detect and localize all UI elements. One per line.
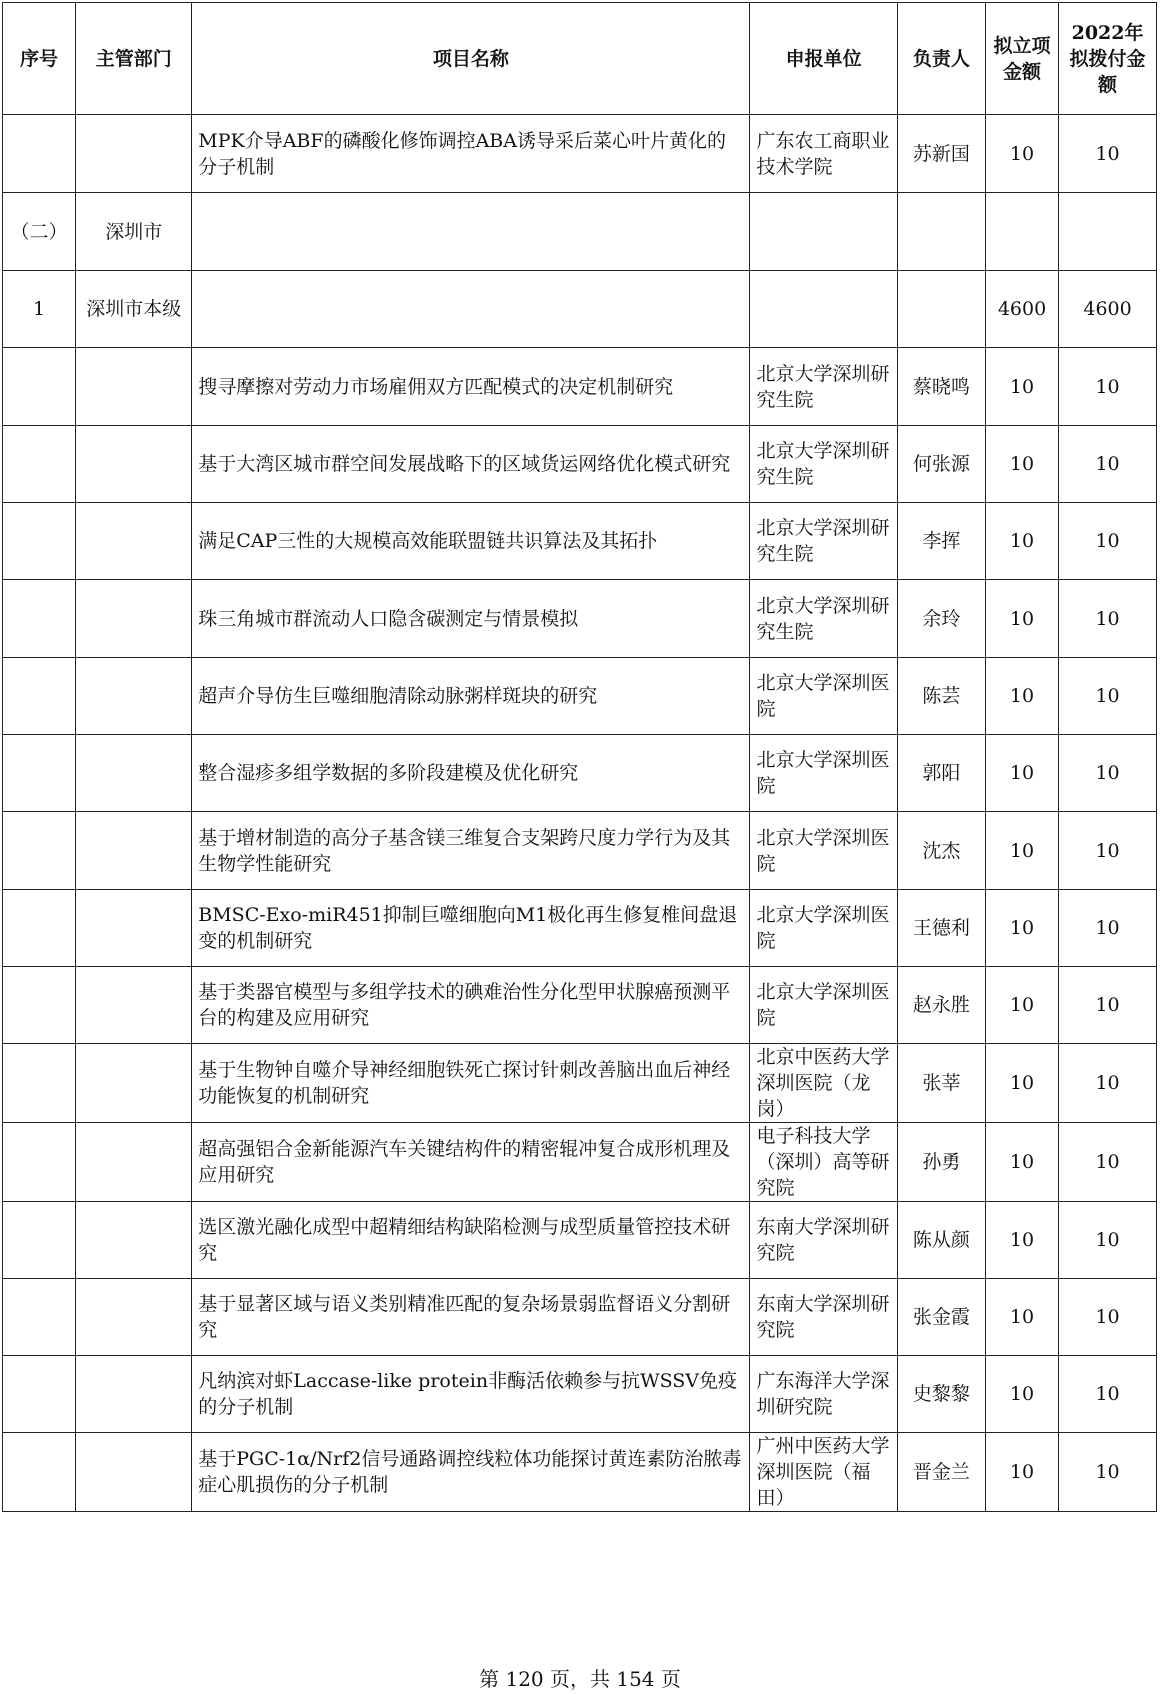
cell-leader: 余玲	[897, 580, 985, 658]
cell-index: （二）	[3, 193, 76, 271]
cell-project: 珠三角城市群流动人口隐含碳测定与情景模拟	[192, 580, 750, 658]
table-row	[3, 1433, 1157, 1512]
cell-unit: 北京大学深圳医院	[750, 890, 897, 967]
cell-leader: 张金霞	[897, 1279, 985, 1356]
cell-amount: 10	[985, 890, 1058, 967]
cell-unit: 电子科技大学（深圳）高等研究院	[750, 1123, 897, 1202]
cell-unit: 北京大学深圳研究生院	[750, 580, 897, 658]
cell-pay: 10	[1059, 735, 1157, 812]
col-header-amount: 拟立项金额	[985, 3, 1058, 115]
cell-leader: 张莘	[897, 1044, 985, 1123]
table-row	[3, 271, 1157, 348]
table-row	[3, 658, 1157, 735]
cell-project: 超高强铝合金新能源汽车关键结构件的精密辊冲复合成形机理及应用研究	[192, 1123, 750, 1202]
table-row	[3, 1279, 1157, 1356]
cell-leader: 李挥	[897, 503, 985, 580]
cell-index: 1	[3, 271, 76, 348]
cell-dept	[76, 348, 192, 426]
cell-index	[3, 890, 76, 967]
cell-dept	[76, 735, 192, 812]
cell-project: 基于PGC-1α/Nrf2信号通路调控线粒体功能探讨黄连素防治脓毒症心肌损伤的分子机制	[192, 1433, 750, 1512]
cell-dept: 深圳市	[76, 193, 192, 271]
table-row	[3, 503, 1157, 580]
cell-pay: 10	[1059, 1433, 1157, 1512]
cell-unit: 广东海洋大学深圳研究院	[750, 1356, 897, 1433]
cell-dept	[76, 967, 192, 1044]
cell-leader: 孙勇	[897, 1123, 985, 1202]
cell-pay: 10	[1059, 1202, 1157, 1279]
table-row	[3, 967, 1157, 1044]
cell-amount: 10	[985, 426, 1058, 503]
cell-dept	[76, 1123, 192, 1202]
cell-dept	[76, 1279, 192, 1356]
cell-pay: 10	[1059, 890, 1157, 967]
cell-index	[3, 812, 76, 890]
cell-leader: 陈芸	[897, 658, 985, 735]
cell-dept	[76, 1356, 192, 1433]
cell-project: 基于类器官模型与多组学技术的碘难治性分化型甲状腺癌预测平台的构建及应用研究	[192, 967, 750, 1044]
cell-project	[192, 271, 750, 348]
table-row	[3, 735, 1157, 812]
cell-index	[3, 115, 76, 193]
cell-index	[3, 1044, 76, 1123]
cell-index	[3, 503, 76, 580]
cell-leader: 何张源	[897, 426, 985, 503]
cell-amount: 10	[985, 115, 1058, 193]
cell-dept	[76, 115, 192, 193]
cell-leader: 苏新国	[897, 115, 985, 193]
cell-index	[3, 735, 76, 812]
cell-amount: 10	[985, 580, 1058, 658]
cell-pay: 4600	[1059, 271, 1157, 348]
header-row	[3, 3, 1157, 115]
cell-index	[3, 967, 76, 1044]
cell-leader	[897, 193, 985, 271]
cell-amount: 10	[985, 967, 1058, 1044]
cell-unit	[750, 193, 897, 271]
cell-project: 基于显著区域与语义类别精准匹配的复杂场景弱监督语义分割研究	[192, 1279, 750, 1356]
cell-amount: 10	[985, 658, 1058, 735]
cell-pay: 10	[1059, 1356, 1157, 1433]
cell-index	[3, 1123, 76, 1202]
col-header-unit: 申报单位	[750, 3, 897, 115]
cell-pay: 10	[1059, 503, 1157, 580]
cell-unit: 东南大学深圳研究院	[750, 1279, 897, 1356]
cell-pay	[1059, 193, 1157, 271]
cell-unit: 北京大学深圳医院	[750, 735, 897, 812]
cell-unit: 广州中医药大学深圳医院（福田）	[750, 1433, 897, 1512]
cell-leader: 蔡晓鸣	[897, 348, 985, 426]
cell-amount: 10	[985, 1044, 1058, 1123]
cell-project: 超声介导仿生巨噬细胞清除动脉粥样斑块的研究	[192, 658, 750, 735]
cell-amount: 10	[985, 1202, 1058, 1279]
cell-amount: 10	[985, 1279, 1058, 1356]
table-row	[3, 890, 1157, 967]
cell-leader: 陈从颜	[897, 1202, 985, 1279]
cell-leader: 王德利	[897, 890, 985, 967]
cell-project: 满足CAP三性的大规模高效能联盟链共识算法及其拓扑	[192, 503, 750, 580]
col-header-dept: 主管部门	[76, 3, 192, 115]
cell-index	[3, 1202, 76, 1279]
cell-project: 基于生物钟自噬介导神经细胞铁死亡探讨针刺改善脑出血后神经功能恢复的机制研究	[192, 1044, 750, 1123]
cell-amount	[985, 193, 1058, 271]
table-row	[3, 348, 1157, 426]
cell-dept	[76, 658, 192, 735]
cell-index	[3, 348, 76, 426]
cell-project: 搜寻摩擦对劳动力市场雇佣双方匹配模式的决定机制研究	[192, 348, 750, 426]
table-row	[3, 426, 1157, 503]
cell-pay: 10	[1059, 580, 1157, 658]
cell-amount: 4600	[985, 271, 1058, 348]
cell-unit: 北京大学深圳研究生院	[750, 348, 897, 426]
cell-pay: 10	[1059, 812, 1157, 890]
table-row	[3, 812, 1157, 890]
cell-pay: 10	[1059, 115, 1157, 193]
table-row	[3, 1356, 1157, 1433]
cell-amount: 10	[985, 812, 1058, 890]
cell-index	[3, 426, 76, 503]
cell-unit: 北京中医药大学深圳医院（龙岗）	[750, 1044, 897, 1123]
cell-index	[3, 1356, 76, 1433]
col-header-index: 序号	[3, 3, 76, 115]
cell-unit: 北京大学深圳医院	[750, 658, 897, 735]
page-footer: 第 120 页，共 154 页	[479, 1667, 681, 1691]
cell-leader: 晋金兰	[897, 1433, 985, 1512]
table-row	[3, 193, 1157, 271]
col-header-pay2022: 2022年拟拨付金额	[1059, 3, 1157, 115]
cell-pay: 10	[1059, 658, 1157, 735]
cell-project: 选区激光融化成型中超精细结构缺陷检测与成型质量管控技术研究	[192, 1202, 750, 1279]
cell-project	[192, 193, 750, 271]
cell-pay: 10	[1059, 348, 1157, 426]
cell-project: MPK介导ABF的磷酸化修饰调控ABA诱导采后菜心叶片黄化的分子机制	[192, 115, 750, 193]
cell-amount: 10	[985, 1123, 1058, 1202]
cell-leader: 赵永胜	[897, 967, 985, 1044]
table-row	[3, 1123, 1157, 1202]
cell-dept	[76, 426, 192, 503]
cell-pay: 10	[1059, 426, 1157, 503]
cell-amount: 10	[985, 348, 1058, 426]
cell-pay: 10	[1059, 1123, 1157, 1202]
table-row	[3, 1044, 1157, 1123]
project-table	[2, 2, 1157, 1512]
cell-dept	[76, 1433, 192, 1512]
table-row	[3, 115, 1157, 193]
cell-amount: 10	[985, 1356, 1058, 1433]
cell-amount: 10	[985, 1433, 1058, 1512]
cell-index	[3, 1433, 76, 1512]
cell-unit: 北京大学深圳研究生院	[750, 503, 897, 580]
cell-dept	[76, 890, 192, 967]
cell-unit	[750, 271, 897, 348]
cell-dept	[76, 1202, 192, 1279]
cell-leader: 郭阳	[897, 735, 985, 812]
cell-unit: 北京大学深圳研究生院	[750, 426, 897, 503]
cell-unit: 北京大学深圳医院	[750, 967, 897, 1044]
cell-amount: 10	[985, 503, 1058, 580]
cell-project: 基于增材制造的高分子基含镁三维复合支架跨尺度力学行为及其生物学性能研究	[192, 812, 750, 890]
table-row	[3, 1202, 1157, 1279]
cell-unit: 东南大学深圳研究院	[750, 1202, 897, 1279]
cell-project: 整合湿疹多组学数据的多阶段建模及优化研究	[192, 735, 750, 812]
col-header-leader: 负责人	[897, 3, 985, 115]
cell-unit: 北京大学深圳医院	[750, 812, 897, 890]
cell-unit: 广东农工商职业技术学院	[750, 115, 897, 193]
cell-index	[3, 658, 76, 735]
cell-project: BMSC-Exo-miR451抑制巨噬细胞向M1极化再生修复椎间盘退变的机制研究	[192, 890, 750, 967]
col-header-project: 项目名称	[192, 3, 750, 115]
cell-project: 基于大湾区城市群空间发展战略下的区域货运网络优化模式研究	[192, 426, 750, 503]
cell-leader: 史黎黎	[897, 1356, 985, 1433]
cell-dept	[76, 812, 192, 890]
cell-amount: 10	[985, 735, 1058, 812]
cell-dept	[76, 1044, 192, 1123]
cell-leader: 沈杰	[897, 812, 985, 890]
cell-dept	[76, 503, 192, 580]
cell-pay: 10	[1059, 967, 1157, 1044]
cell-dept	[76, 580, 192, 658]
cell-pay: 10	[1059, 1279, 1157, 1356]
cell-pay: 10	[1059, 1044, 1157, 1123]
cell-index	[3, 1279, 76, 1356]
cell-index	[3, 580, 76, 658]
table-row	[3, 580, 1157, 658]
cell-leader	[897, 271, 985, 348]
cell-project: 凡纳滨对虾Laccase-like protein非酶活依赖参与抗WSSV免疫的分子机制	[192, 1356, 750, 1433]
cell-dept: 深圳市本级	[76, 271, 192, 348]
